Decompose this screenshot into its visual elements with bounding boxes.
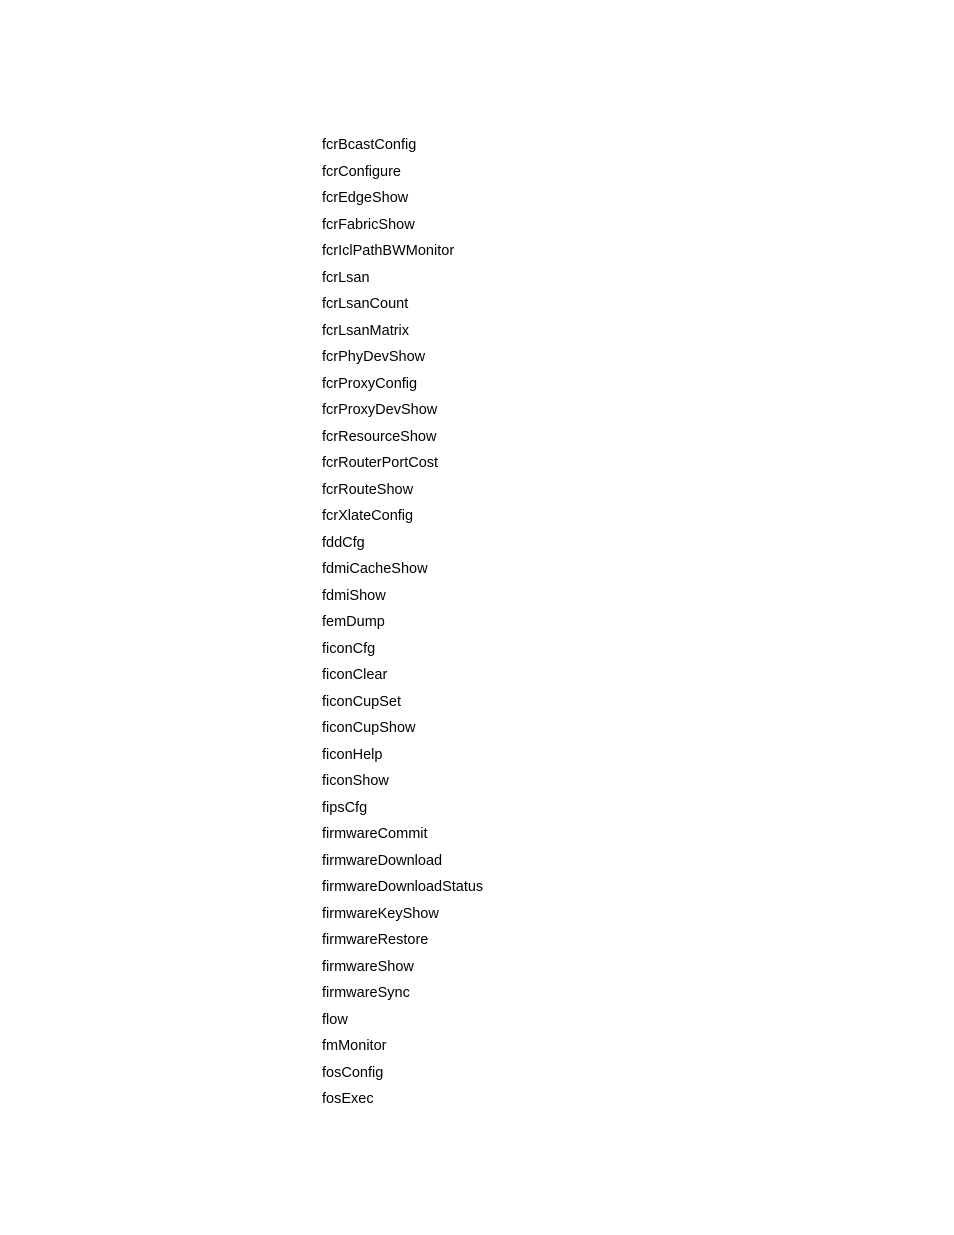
list-item: fddCfg (322, 534, 365, 551)
list-item: fcrRouterPortCost (322, 455, 439, 471)
list-item: fmMonitor (322, 1038, 387, 1054)
list-item: firmwareKeyShow (322, 905, 439, 922)
list-item: fdmiShow (322, 587, 386, 604)
list-item: firmwareDownload (322, 852, 443, 869)
list-item: ficonClear (322, 667, 388, 683)
list-item: fcrProxyDevShow (322, 402, 438, 418)
list-item: fipsCfg (322, 799, 368, 816)
list-item: fcrResourceShow (322, 428, 437, 445)
list-item: fcrFabricShow (322, 216, 415, 233)
list-item: fcrLsanMatrix (322, 322, 410, 339)
list-item: fdmiCacheShow (322, 561, 428, 577)
list-item: ficonHelp (322, 746, 383, 763)
list-item: fcrLsan (322, 269, 370, 286)
list-item: firmwareShow (322, 958, 414, 975)
list-item: fosExec (322, 1091, 374, 1107)
list-item: fosConfig (322, 1064, 384, 1081)
list-item: ficonCupShow (322, 720, 416, 736)
list-item: ficonShow (322, 773, 389, 789)
list-item: fcrXlateConfig (322, 508, 414, 524)
list-item: femDump (322, 614, 385, 630)
list-item: fcrIclPathBWMonitor (322, 243, 455, 259)
list-item: ficonCupSet (322, 693, 401, 710)
list-item: fcrProxyConfig (322, 375, 418, 392)
list-item: fcrBcastConfig (322, 137, 417, 153)
list-item: fcrRouteShow (322, 481, 414, 498)
list-item: firmwareSync (322, 985, 410, 1001)
list-item: firmwareRestore (322, 932, 429, 948)
list-item: ficonCfg (322, 640, 376, 657)
list-item: fcrConfigure (322, 163, 401, 180)
list-item: firmwareDownloadStatus (322, 879, 484, 895)
list-item: firmwareCommit (322, 826, 428, 842)
list-item: fcrLsanCount (322, 296, 409, 312)
list-item: fcrPhyDevShow (322, 349, 426, 365)
list-item: fcrEdgeShow (322, 190, 409, 206)
command-list (322, 132, 483, 1113)
list-item: flow (322, 1011, 348, 1028)
